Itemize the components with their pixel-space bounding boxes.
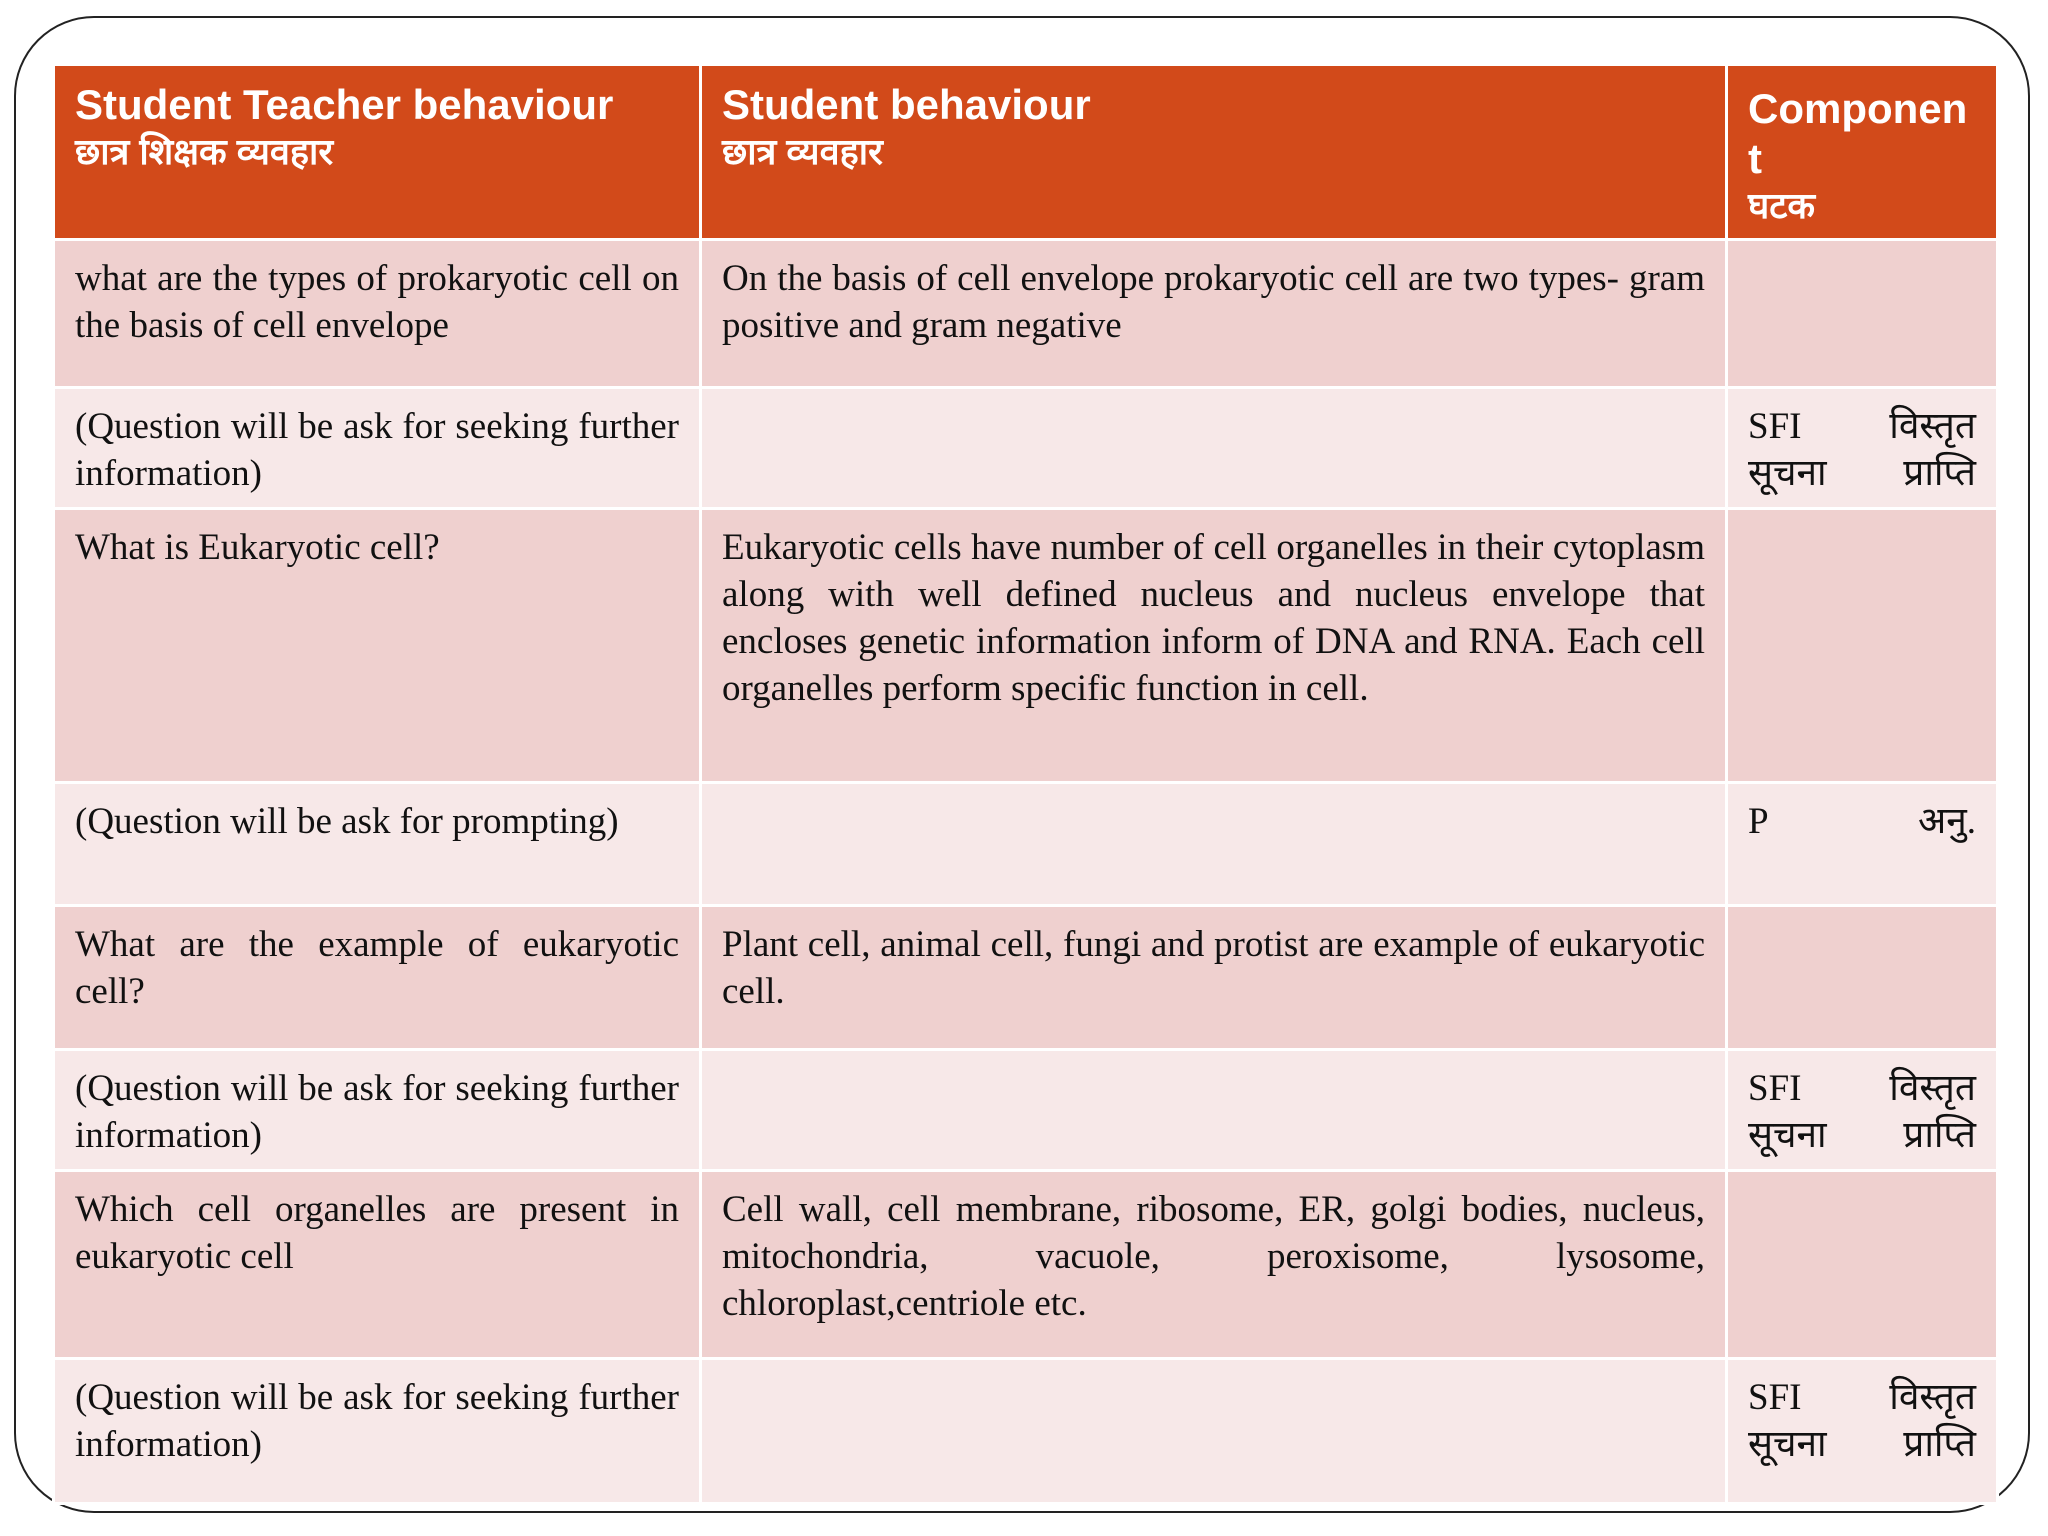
- component-cell: P अनु.: [1727, 783, 1998, 906]
- student-cell: Eukaryotic cells have number of cell organelles in their cytoplasm along with well defined nucleus and nucleus envelope that encloses genetic information inform of DNA and RNA. Each cell organelles perform specific function in cell.: [701, 509, 1727, 783]
- table-row: [54, 509, 1998, 783]
- teacher-cell: Which cell organelles are present in eukaryotic cell: [54, 1171, 701, 1359]
- student-cell: [701, 1359, 1727, 1504]
- table-row: [54, 1359, 1998, 1504]
- teacher-cell: (Question will be ask for seeking further information): [54, 1359, 701, 1504]
- behaviour-table: [52, 63, 1999, 1505]
- component-cell: SFI विस्तृत सूचना प्राप्ति: [1727, 388, 1998, 509]
- teacher-cell: (Question will be ask for prompting): [54, 783, 701, 906]
- table-row: [54, 240, 1998, 388]
- student-cell: [701, 388, 1727, 509]
- table-row: [54, 783, 1998, 906]
- teacher-cell: What are the example of eukaryotic cell?: [54, 906, 701, 1050]
- teacher-cell: (Question will be ask for seeking further information): [54, 1050, 701, 1171]
- table-row: [54, 1171, 1998, 1359]
- student-cell: [701, 783, 1727, 906]
- header-hi: घटक: [1748, 185, 1816, 226]
- component-cell: [1727, 906, 1998, 1050]
- header-student-teacher: [54, 65, 701, 240]
- student-cell: Plant cell, animal cell, fungi and protist are example of eukaryotic cell.: [701, 906, 1727, 1050]
- student-cell: [701, 1050, 1727, 1171]
- student-cell: On the basis of cell envelope prokaryotic cell are two types- gram positive and gram negative: [701, 240, 1727, 388]
- header-en: Student Teacher behaviour: [75, 81, 614, 128]
- table-row: [54, 1050, 1998, 1171]
- header-hi: छात्र शिक्षक व्यवहार: [75, 131, 334, 172]
- table-row: [54, 906, 1998, 1050]
- teacher-cell: What is Eukaryotic cell?: [54, 509, 701, 783]
- component-cell: SFI विस्तृत सूचना प्राप्ति: [1727, 1050, 1998, 1171]
- header-en: Student behaviour: [722, 81, 1091, 128]
- component-cell: SFI विस्तृत सूचना प्राप्ति: [1727, 1359, 1998, 1504]
- header-student: [701, 65, 1727, 240]
- teacher-cell: what are the types of prokaryotic cell on the basis of cell envelope: [54, 240, 701, 388]
- student-cell: Cell wall, cell membrane, ribosome, ER, golgi bodies, nucleus, mitochondria, vacuole, peroxisome, lysosome, chloroplast,centriole etc.: [701, 1171, 1727, 1359]
- header-en: Component: [1748, 85, 1968, 182]
- component-cell: [1727, 240, 1998, 388]
- header-component: [1727, 65, 1998, 240]
- header-hi: छात्र व्यवहार: [722, 131, 883, 172]
- table-header-row: [54, 65, 1998, 240]
- component-cell: [1727, 509, 1998, 783]
- teacher-cell: (Question will be ask for seeking further information): [54, 388, 701, 509]
- component-cell: [1727, 1171, 1998, 1359]
- table-row: [54, 388, 1998, 509]
